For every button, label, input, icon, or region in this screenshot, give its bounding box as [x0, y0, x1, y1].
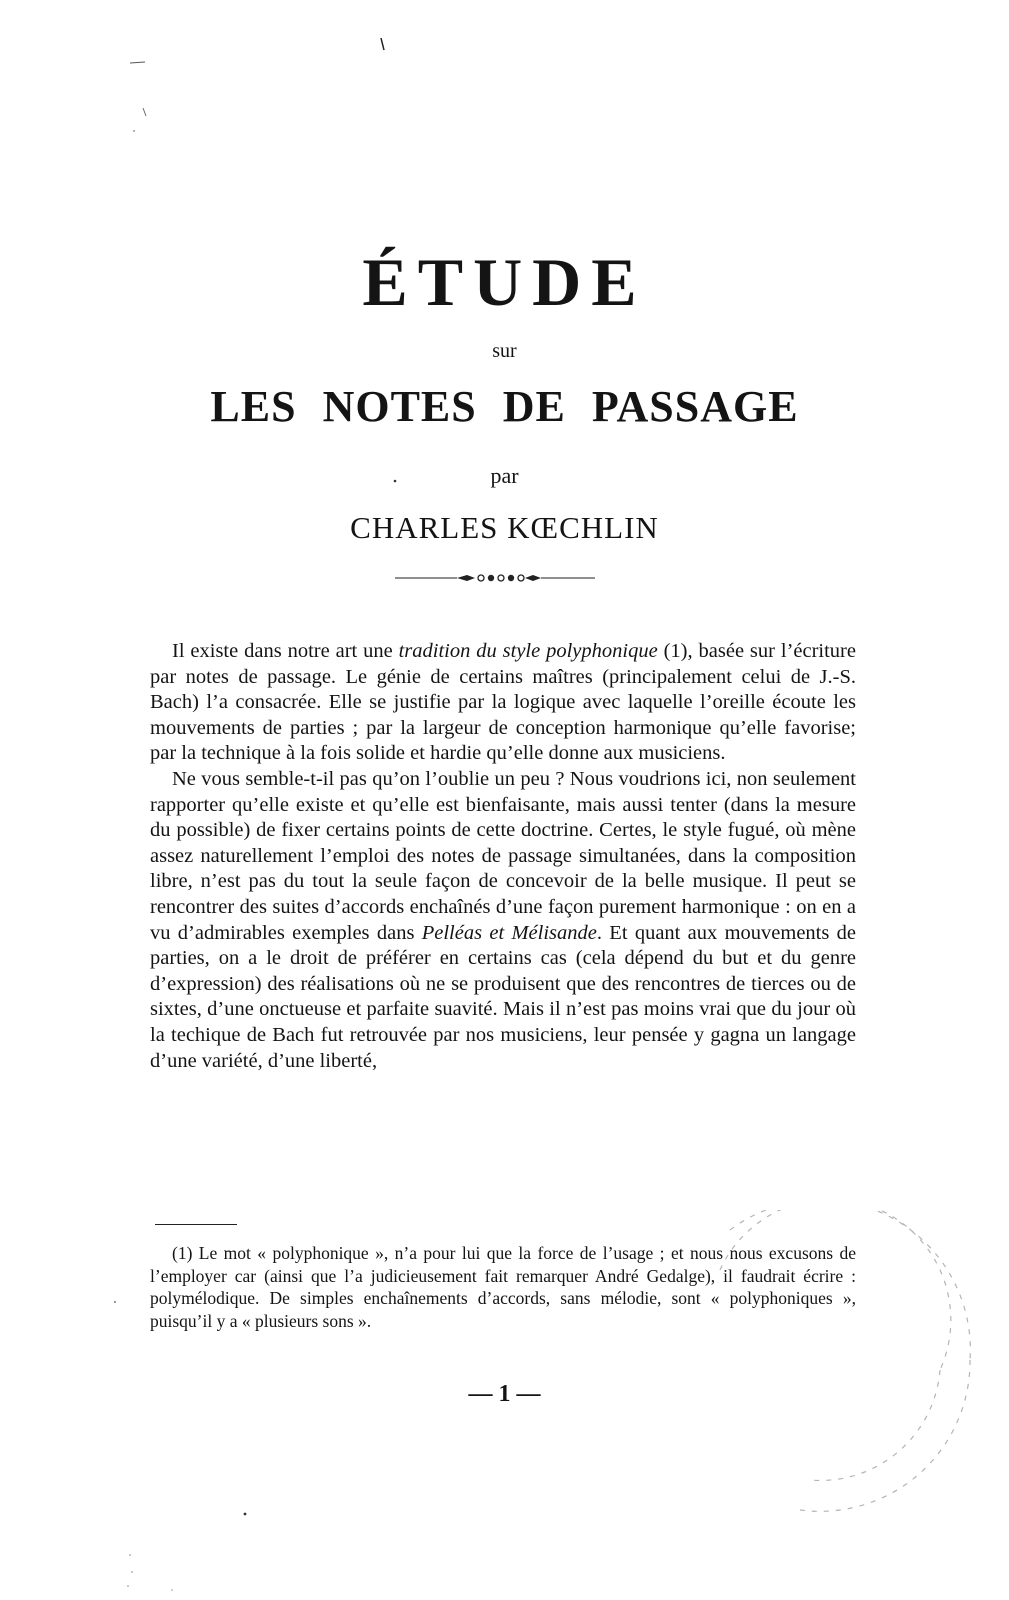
- paragraph-2: Ne vous semble-t-il pas qu’on l’oublie un peu ? Nous voudrions ici, non seulement rapporter qu’elle existe et qu’elle est bienfaisante, mais aussi tenter (dans la mesure du possible) de fixer certains points de cette doctrine. Certes, le style fugué, où mène assez naturellement l’emploi des notes de passage simultanées, dans la composition libre, n’est pas du tout la seule façon de concevoir de la belle musique. Il peut se rencontrer des suites d’accords enchaînés d’une façon purement harmonique : on en a vu d’admirables exemples dans Pelléas et Mélisande. Et quant aux mouvements de parties, on a le droit de préférer en certains cas (cela dépend du but et du genre d’expression) des réalisations où ne se produisent que des rencontres de tierces ou de sixtes, d’une onctueuse et parfaite suavité. Mais il n’est pas moins vrai que du jour où la techique de Bach fut retrouvée par nos musiciens, leur pensée y gagna un langage d’une variété, d’une liberté,: [150, 767, 856, 1072]
- body-text: [150, 639, 856, 1074]
- footnote-text: (1) Le mot « polyphonique », n’a pour lui que la force de l’usage ; et nous nous excusons de l’employer car (ainsi que l’a judicieusement fait remarquer André Gedalge), il faudrait écrire : polymélodique. De simples enchaînements d’accords, sans mélodie, sont « polyphoniques », puisqu’il y a « plusieurs sons ».: [150, 1243, 856, 1331]
- faint-stamp-mark: [690, 1210, 990, 1530]
- page-number: — 1 —: [468, 1381, 541, 1407]
- ornament-divider: [395, 570, 595, 586]
- page-title: ÉTUDE: [362, 244, 647, 320]
- footnote-rule: [155, 1224, 237, 1225]
- page-subtitle: LES NOTES DE PASSAGE: [210, 382, 799, 431]
- paragraph-1: Il existe dans notre art une tradition du style polyphonique (1), basée sur l’écriture par notes de passage. Le génie de certains maîtres (principalement celui de J.-S. Bach) l’a consacrée. Elle se justifie par la logique avec laquelle l’oreille écoute les mouvements de parties ; par la largeur de conception harmonique qu’elle favorise; par la technique à la fois solide et hardie qu’elle donne aux musiciens.: [150, 640, 856, 765]
- author-name: CHARLES KŒCHLIN: [350, 510, 659, 545]
- byline-connector: par: [490, 463, 519, 488]
- title-connector: sur: [492, 340, 517, 362]
